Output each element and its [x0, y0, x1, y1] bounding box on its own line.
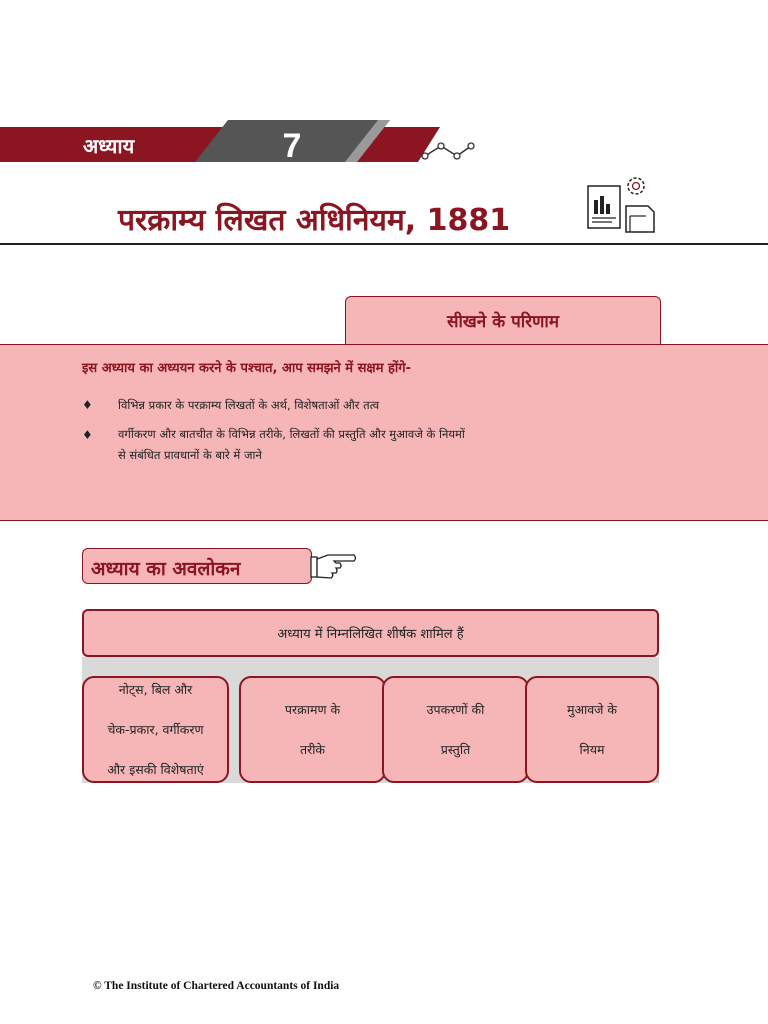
- report-chart-gear-icon: [586, 176, 658, 234]
- topics-header-text: अध्याय में निम्नलिखित शीर्षक शामिल हैं: [277, 627, 464, 642]
- outcome-item-2: वर्गीकरण और बातचीत के विभिन्न तरीके, लिखतों की प्रस्तुति और मुआवजे के नियमों से संबंधित प्रावधानों के बारे में जाने: [118, 427, 465, 462]
- chapter-label: अध्याय: [83, 134, 135, 158]
- topics-header: [82, 609, 659, 657]
- chapter-title: परक्राम्य लिखत अधिनियम, 1881: [118, 203, 511, 238]
- learning-outcomes-title: सीखने के परिणाम: [446, 312, 559, 332]
- topic-box-2: परक्रामण के तरीके: [239, 676, 386, 783]
- diamond-bullet-icon: ♦: [82, 398, 93, 412]
- copyright-footer: © The Institute of Chartered Accountants of India: [93, 980, 340, 992]
- overview-heading-box: [82, 548, 312, 584]
- outcome-item-1: विभिन्न प्रकार के परक्राम्य लिखतों के अर्थ, विशेषताओं और तत्व: [118, 398, 380, 412]
- topic-box-3: उपकरणों की प्रस्तुति: [382, 676, 529, 783]
- learning-outcomes-intro: इस अध्याय का अध्ययन करने के पश्चात, आप समझने में सक्षम होंगे-: [82, 361, 411, 376]
- line-graph-icon: [421, 140, 477, 162]
- pointing-hand-icon: [310, 549, 358, 583]
- chapter-number: 7: [282, 127, 302, 165]
- topic-box-1: नोट्स, बिल और चेक-प्रकार, वर्गीकरण और इसकी विशेषताएं: [82, 676, 229, 783]
- title-divider: [0, 243, 768, 245]
- topic-box-4: मुआवजे के नियम: [525, 676, 659, 783]
- learning-outcomes-tab: [345, 296, 661, 344]
- diamond-bullet-icon: ♦: [82, 428, 93, 442]
- overview-heading: अध्याय का अवलोकन: [91, 558, 241, 580]
